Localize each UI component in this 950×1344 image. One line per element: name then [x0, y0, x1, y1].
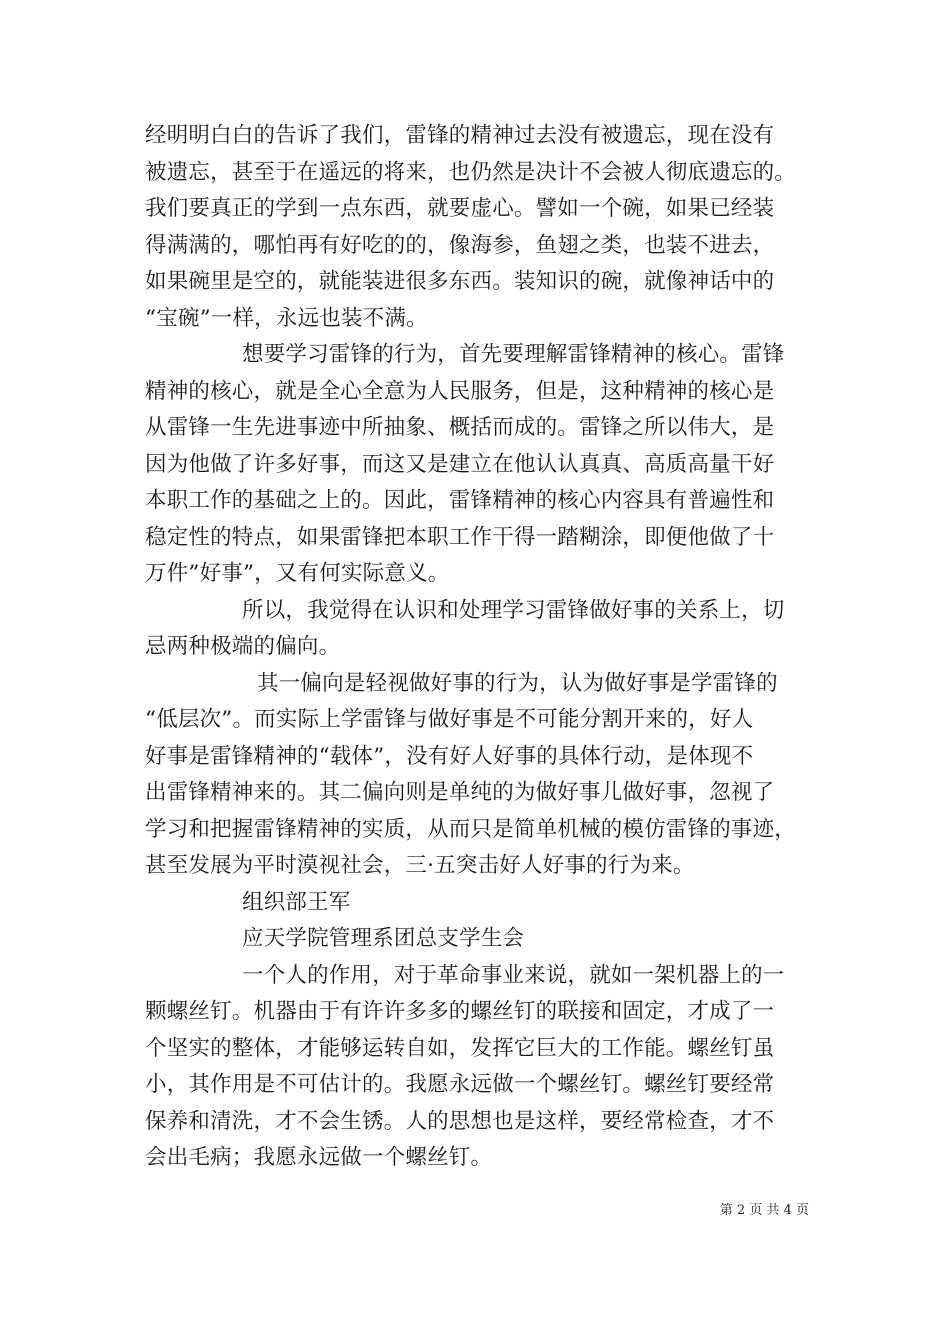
text-line: 一个人的作用，对于革命事业来说，就如一架机器上的一 [242, 962, 785, 988]
text-line: 忌两种极端的偏向。 [145, 634, 341, 659]
text-line: 本职工作的基础之上的。因此，雷锋精神的核心内容具有普遍性和 [145, 488, 775, 513]
text-line: 得满满的，哪怕再有好吃的的，像海参，鱼翅之类，也装不进去， [145, 232, 775, 258]
text-line: “低层次”。而实际上学雷锋与做好事是不可能分割开来的，好人 [145, 707, 754, 732]
text-line: 如果碗里是空的，就能装进很多东西。装知识的碗，就像神话中的 [145, 269, 775, 294]
text-line: 颗螺丝钉。机器由于有许许多多的螺丝钉的联接和固定，才成了一 [145, 999, 775, 1024]
text-line: 精神的核心，就是全心全意为人民服务，但是，这种精神的核心是 [145, 378, 775, 404]
text-line: 我们要真正的学到一点东西，就要虚心。譬如一个碗，如果已经装 [145, 196, 775, 221]
text-line: 出雷锋精神来的。其二偏向则是单纯的为做好事儿做好事，忽视了 [145, 780, 775, 805]
text-line: 稳定性的特点，如果雷锋把本职工作干得一踏糊涂，即便他做了十 [145, 524, 775, 550]
text-line: 会出毛病；我愿永远做一个螺丝钉。 [145, 1145, 493, 1170]
text-line: 好事是雷锋精神的“载体”，没有好人好事的具体行动，是体现不 [145, 743, 754, 769]
text-line: 因为他做了许多好事，而这又是建立在他认认真真、高质高量干好 [145, 451, 775, 477]
page-number-footer: 第 2 页 共 4 页 [719, 1203, 809, 1218]
text-line: 保养和清洗，才不会生锈。人的思想也是这样，要经常检查，才不 [145, 1108, 775, 1134]
text-line: “宝碗”一样，永远也装不满。 [145, 305, 428, 331]
text-line: 甚至发展为平时漠视社会，三·五突击好人好事的行为来。 [145, 853, 695, 878]
text-line: 应天学院管理系团总支学生会 [242, 926, 525, 951]
text-line: 想要学习雷锋的行为，首先要理解雷锋精神的核心。雷锋 [242, 342, 785, 367]
text-line: 被遗忘，甚至于在遥远的将来，也仍然是决计不会被人彻底遗忘的。 [145, 159, 797, 185]
text-line: 从雷锋一生先进事迹中所抽象、概括而成的。雷锋之所以伟大，是 [145, 415, 775, 440]
text-line: 学习和把握雷锋精神的实质，从而只是简单机械的模仿雷锋的事迹， [145, 816, 797, 842]
body-text [145, 118, 825, 1177]
text-line: 万件”好事”，又有何实际意义。 [145, 561, 450, 586]
text-line: 所以，我觉得在认识和处理学习雷锋做好事的关系上，切 [242, 597, 785, 623]
text-line: 组织部王军 [242, 889, 351, 915]
text-line: 个坚实的整体，才能够运转自如，发挥它巨大的工作能。螺丝钉虽 [145, 1035, 775, 1061]
text-line: 小，其作用是不可估计的。我愿永远做一个螺丝钉。螺丝钉要经常 [145, 1072, 775, 1097]
text-line: 其一偏向是轻视做好事的行为，认为做好事是学雷锋的 [257, 670, 778, 696]
text-line: 经明明白白的告诉了我们，雷锋的精神过去没有被遗忘，现在没有 [145, 123, 775, 148]
